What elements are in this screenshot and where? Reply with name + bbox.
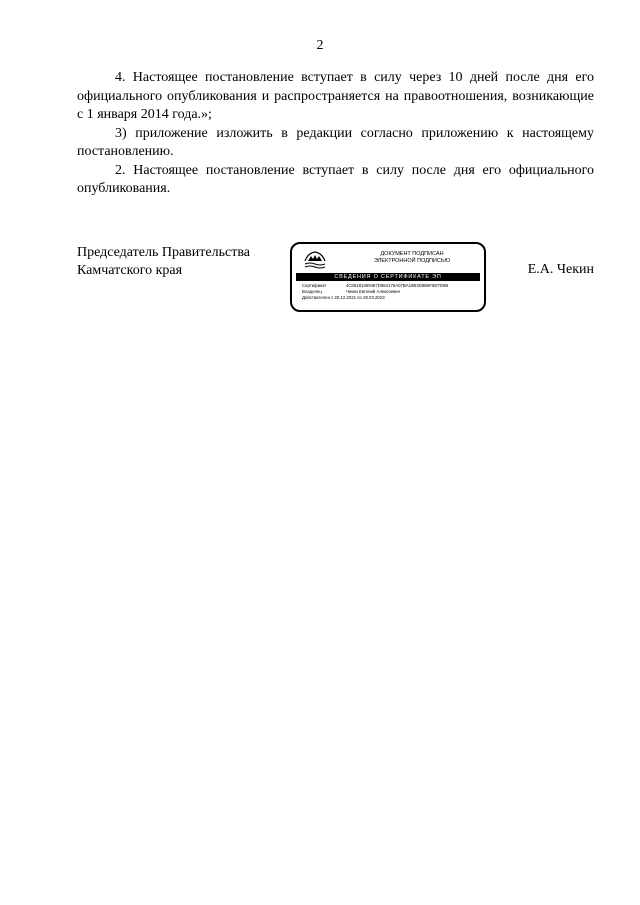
certificate-label: Сертификат bbox=[302, 283, 327, 288]
paragraph: 3) приложение изложить в редакции согласно приложению к настоящему постановлению. bbox=[77, 125, 594, 159]
paragraph: 2. Настоящее постановление вступает в силу после дня его официального опубликования. bbox=[77, 162, 594, 196]
page-number: 2 bbox=[316, 38, 324, 53]
certificate-value: 4C06181069487D864176A07BA19B3D9B6F9D7D9B bbox=[346, 283, 449, 288]
signer-title bbox=[77, 244, 250, 280]
stamp-certificate-bar: СВЕДЕНИЯ О СЕРТИФИКАТЕ ЭП bbox=[296, 273, 480, 281]
owner-value: Чекин Евгений Алексеевич bbox=[346, 289, 401, 294]
signer-title-line: Председатель Правительства bbox=[77, 245, 250, 260]
electronic-signature-stamp bbox=[290, 242, 486, 312]
stamp-heading-line: ДОКУМЕНТ ПОДПИСАН bbox=[380, 251, 444, 257]
signer-title-line: Камчатского края bbox=[77, 263, 183, 278]
document-body bbox=[77, 69, 594, 199]
paragraph: 4. Настоящее постановление вступает в силу через 10 дней после дня его официального опубликования и распространяется на правоотношения, возникающие с 1 января 2014 года.»; bbox=[77, 70, 594, 122]
owner-label: Владелец bbox=[302, 289, 322, 294]
stamp-heading bbox=[342, 251, 482, 265]
signer-name: Е.А. Чекин bbox=[527, 262, 594, 277]
stamp-heading-line: ЭЛЕКТРОННОЙ ПОДПИСЬЮ bbox=[373, 258, 451, 264]
stamp-details bbox=[302, 283, 448, 301]
emblem-icon bbox=[302, 249, 328, 271]
stamp-validity-row: Действителен с 20.12.2021 по 29.03.2023 bbox=[302, 295, 385, 300]
